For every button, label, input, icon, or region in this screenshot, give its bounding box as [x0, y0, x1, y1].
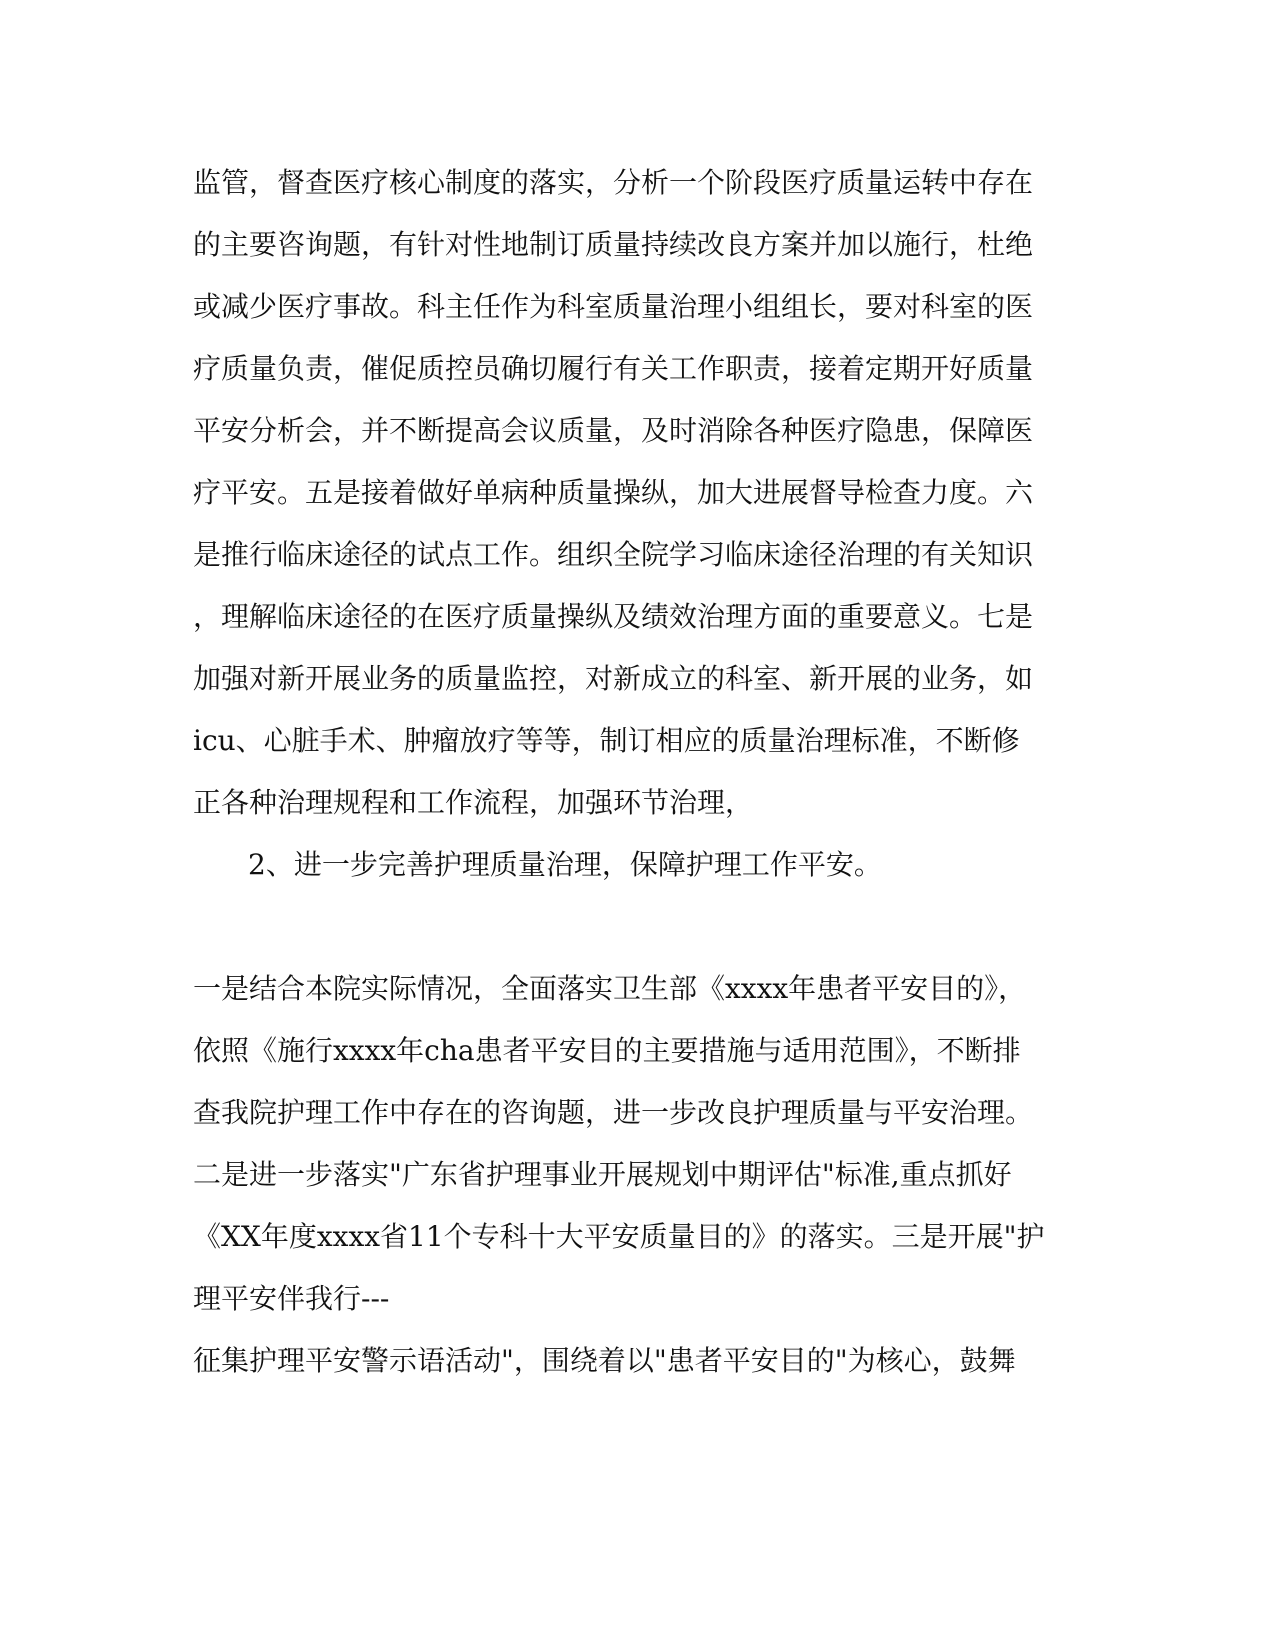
paragraph-line: ，理解临床途径的在医疗质量操纵及绩效治理方面的重要意义。七是 — [193, 600, 1034, 633]
paragraph-line: 二是进一步落实"广东省护理事业开展规划中期评估"标准,重点抓好 — [193, 1158, 1012, 1191]
paragraph-line: 监管，督查医疗核心制度的落实，分析一个阶段医疗质量运转中存在 — [193, 166, 1034, 199]
paragraph-line: 加强对新开展业务的质量监控，对新成立的科室、新开展的业务，如 — [193, 662, 1034, 695]
paragraph-line: icu、心脏手术、肿瘤放疗等等，制订相应的质量治理标准，不断修 — [193, 724, 1020, 757]
paragraph-line: 依照《施行xxxx年cha患者平安目的主要措施与适用范围》，不断排 — [193, 1034, 1021, 1067]
paragraph-line: 疗质量负责，催促质控员确切履行有关工作职责，接着定期开好质量 — [193, 352, 1034, 385]
paragraph-line: 《XX年度xxxx省11个专科十大平安质量目的》的落实。三是开展"护 — [193, 1220, 1045, 1253]
section-heading: 2、进一步完善护理质量治理，保障护理工作平安。 — [248, 848, 882, 881]
paragraph-line: 平安分析会，并不断提高会议质量，及时消除各种医疗隐患，保障医 — [193, 414, 1034, 447]
paragraph-line: 一是结合本院实际情况，全面落实卫生部《xxxx年患者平安目的》， — [193, 972, 1027, 1005]
paragraph-line: 疗平安。五是接着做好单病种质量操纵，加大进展督导检查力度。六 — [193, 476, 1034, 509]
paragraph-line: 是推行临床途径的试点工作。组织全院学习临床途径治理的有关知识 — [193, 538, 1034, 571]
paragraph-line: 查我院护理工作中存在的咨询题，进一步改良护理质量与平安治理。 — [193, 1096, 1034, 1129]
paragraph-line: 征集护理平安警示语活动"，围绕着以"患者平安目的"为核心，鼓舞 — [193, 1344, 1016, 1377]
paragraph-line: 正各种治理规程和工作流程，加强环节治理， — [193, 786, 754, 819]
paragraph-line: 或减少医疗事故。科主任作为科室质量治理小组组长，要对科室的医 — [193, 290, 1034, 323]
paragraph-line: 理平安伴我行--- — [193, 1282, 390, 1315]
paragraph-line: 的主要咨询题，有针对性地制订质量持续改良方案并加以施行，杜绝 — [193, 228, 1034, 261]
